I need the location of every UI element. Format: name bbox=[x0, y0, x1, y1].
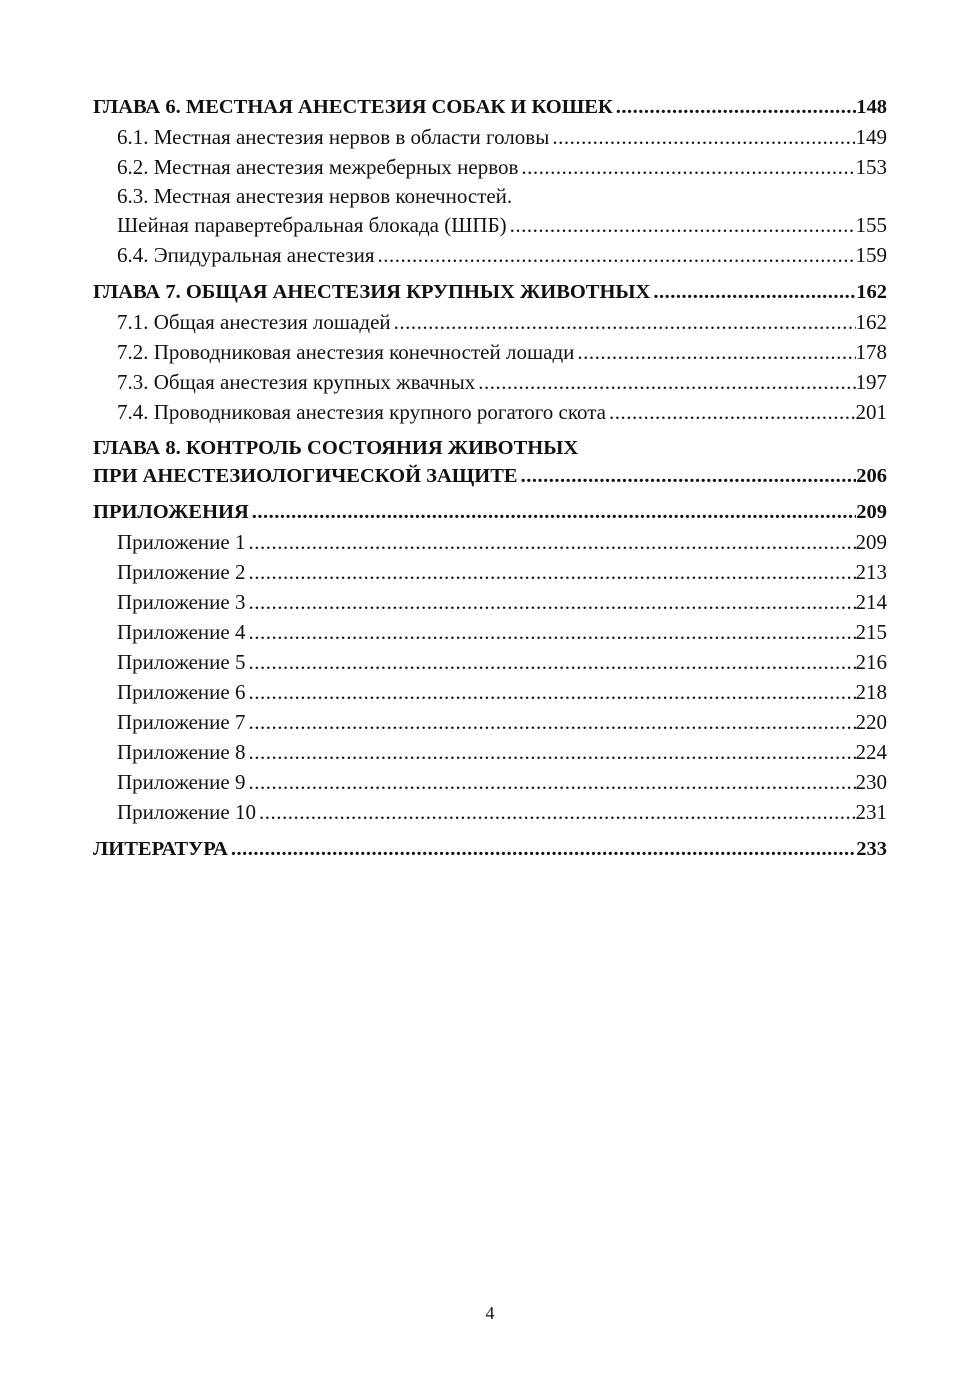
toc-appendix-9 bbox=[93, 767, 887, 797]
toc-appendices bbox=[93, 497, 887, 527]
toc-entry-title: 7.1. Общая анестезия лошадей bbox=[117, 310, 391, 334]
toc-section-6-2 bbox=[93, 152, 887, 182]
dot-leader bbox=[549, 122, 855, 152]
toc-entry-title: Приложение 3 bbox=[117, 590, 246, 614]
toc-entry-page: 155 bbox=[855, 213, 887, 237]
toc-entry-title: 6.2. Местная анестезия межреберных нервов bbox=[117, 155, 519, 179]
toc-entry-title: 6.1. Местная анестезия нервов в области головы bbox=[117, 125, 550, 149]
toc-entry-page: 214 bbox=[855, 590, 887, 614]
toc-entry-page: 162 bbox=[855, 310, 887, 334]
toc-entry-title-line2: ПРИ АНЕСТЕЗИОЛОГИЧЕСКОЙ ЗАЩИТЕ bbox=[93, 465, 518, 487]
dot-leader bbox=[374, 240, 855, 270]
toc-entry-page: 197 bbox=[855, 370, 887, 394]
toc-appendix-7 bbox=[93, 707, 887, 737]
toc-entry-page: 209 bbox=[856, 501, 887, 523]
toc-entry-title: Приложение 5 bbox=[117, 650, 246, 674]
toc-entry-title: 7.2. Проводниковая анестезия конечностей лошади bbox=[117, 340, 575, 364]
dot-leader bbox=[391, 307, 856, 337]
toc-appendix-3 bbox=[93, 587, 887, 617]
toc-entry-page: 162 bbox=[856, 281, 887, 303]
dot-leader bbox=[245, 737, 855, 767]
toc-entry-title: ЛИТЕРАТУРА bbox=[93, 838, 228, 860]
toc-entry-page: 201 bbox=[855, 400, 887, 424]
toc-entry-page: 231 bbox=[855, 800, 887, 824]
dot-leader bbox=[245, 527, 855, 557]
toc-entry-title: 7.4. Проводниковая анестезия крупного рогатого скота bbox=[117, 400, 606, 424]
toc-section-7-2 bbox=[93, 337, 887, 367]
toc-entry-page: 209 bbox=[855, 530, 887, 554]
toc-appendix-2 bbox=[93, 557, 887, 587]
toc-appendix-8 bbox=[93, 737, 887, 767]
dot-leader bbox=[606, 397, 856, 427]
toc-appendix-6 bbox=[93, 677, 887, 707]
dot-leader bbox=[245, 557, 855, 587]
toc-section-7-1 bbox=[93, 307, 887, 337]
toc-entry-title: 6.4. Эпидуральная анестезия bbox=[117, 243, 375, 267]
toc-entry-page: 220 bbox=[855, 710, 887, 734]
toc-entry-page: 215 bbox=[855, 620, 887, 644]
toc-entry-page: 216 bbox=[855, 650, 887, 674]
toc-entry-page: 153 bbox=[855, 155, 887, 179]
toc-chapter-8 bbox=[93, 434, 887, 490]
dot-leader bbox=[228, 834, 856, 864]
toc-chapter-7 bbox=[93, 277, 887, 307]
toc-literature bbox=[93, 834, 887, 864]
dot-leader bbox=[245, 587, 855, 617]
dot-leader bbox=[245, 677, 855, 707]
toc-entry-title: Приложение 2 bbox=[117, 560, 246, 584]
toc-section-7-3 bbox=[93, 367, 887, 397]
toc-entry-line2 bbox=[93, 462, 887, 490]
toc-entry-page: 213 bbox=[855, 560, 887, 584]
table-of-contents bbox=[93, 92, 887, 864]
dot-leader bbox=[256, 797, 856, 827]
dot-leader bbox=[518, 462, 857, 490]
toc-section-7-4 bbox=[93, 397, 887, 427]
toc-appendix-4 bbox=[93, 617, 887, 647]
toc-entry-page: 206 bbox=[856, 465, 887, 487]
toc-entry-title: Приложение 1 bbox=[117, 530, 246, 554]
toc-entry-title: Приложение 10 bbox=[117, 800, 256, 824]
dot-leader bbox=[249, 497, 856, 527]
toc-section-6-3 bbox=[93, 182, 887, 240]
toc-entry-title: 7.3. Общая анестезия крупных жвачных bbox=[117, 370, 476, 394]
dot-leader bbox=[245, 647, 855, 677]
toc-entry-page: 178 bbox=[855, 340, 887, 364]
toc-entry-page: 159 bbox=[855, 243, 887, 267]
toc-chapter-6 bbox=[93, 92, 887, 122]
toc-entry-title: ПРИЛОЖЕНИЯ bbox=[93, 501, 249, 523]
toc-entry-page: 149 bbox=[855, 125, 887, 149]
page-number: 4 bbox=[485, 1303, 495, 1323]
toc-entry-line2 bbox=[93, 210, 887, 240]
toc-section-6-1 bbox=[93, 122, 887, 152]
dot-leader bbox=[245, 617, 855, 647]
toc-entry-page: 218 bbox=[855, 680, 887, 704]
toc-entry-title: Приложение 7 bbox=[117, 710, 246, 734]
toc-appendix-1 bbox=[93, 527, 887, 557]
dot-leader bbox=[507, 210, 856, 240]
toc-entry-title-line2: Шейная паравертебральная блокада (ШПБ) bbox=[117, 213, 507, 237]
toc-entry-title: Приложение 4 bbox=[117, 620, 246, 644]
dot-leader bbox=[650, 277, 856, 307]
toc-entry-title: ГЛАВА 6. МЕСТНАЯ АНЕСТЕЗИЯ СОБАК И КОШЕК bbox=[93, 96, 613, 118]
dot-leader bbox=[475, 367, 855, 397]
dot-leader bbox=[245, 707, 855, 737]
toc-appendix-5 bbox=[93, 647, 887, 677]
toc-entry-page: 230 bbox=[855, 770, 887, 794]
toc-entry-page: 148 bbox=[856, 96, 887, 118]
dot-leader bbox=[574, 337, 855, 367]
dot-leader bbox=[518, 152, 855, 182]
toc-entry-title-line1: 6.3. Местная анестезия нервов конечностей. bbox=[117, 184, 513, 208]
toc-appendix-10 bbox=[93, 797, 887, 827]
toc-entry-title: Приложение 6 bbox=[117, 680, 246, 704]
toc-entry-title: ГЛАВА 7. ОБЩАЯ АНЕСТЕЗИЯ КРУПНЫХ ЖИВОТНЫХ bbox=[93, 281, 651, 303]
toc-section-6-4 bbox=[93, 240, 887, 270]
toc-entry-title: Приложение 9 bbox=[117, 770, 246, 794]
dot-leader bbox=[613, 92, 856, 122]
toc-entry-page: 233 bbox=[856, 838, 887, 860]
toc-entry-page: 224 bbox=[855, 740, 887, 764]
toc-entry-title-line1: ГЛАВА 8. КОНТРОЛЬ СОСТОЯНИЯ ЖИВОТНЫХ bbox=[93, 437, 579, 459]
dot-leader bbox=[245, 767, 855, 797]
toc-entry-title: Приложение 8 bbox=[117, 740, 246, 764]
